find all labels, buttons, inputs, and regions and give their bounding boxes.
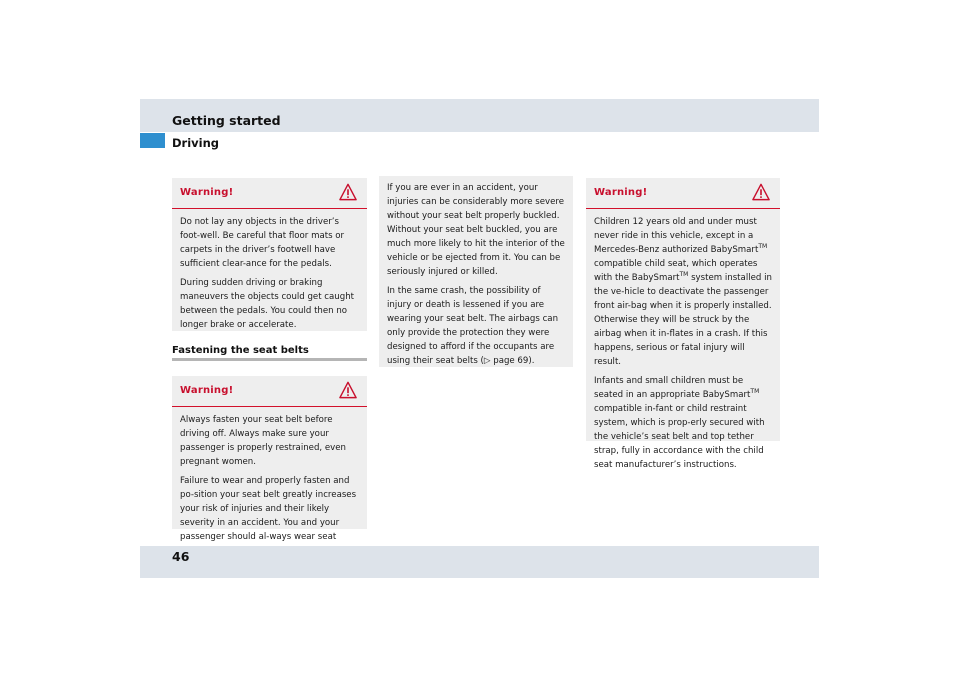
text-segment: system installed in the ve-hicle to deactivate the passenger front air-bag when it is properly installed. Otherwise they will be struck by the airbag when it in-flates in a crash. If this happens, serious or fatal injury will result.	[594, 273, 772, 367]
info-text: If you are ever in an accident, your injuries can be considerably more severe without your seat belt properly buckled. Without your seat belt buckled, you are much more likely to hit the interior of the vehicle or be ejected from it. You can be seriously injured or killed.	[387, 183, 565, 277]
footer-band	[140, 546, 819, 578]
warning-text: Always fasten your seat belt before driving off. Always make sure your passenger is properly restrained, even pregnant women.	[180, 415, 346, 467]
warning-header	[586, 178, 780, 209]
warning-label: Warning!	[180, 385, 234, 396]
warning-text	[594, 374, 772, 472]
warning-header	[172, 376, 367, 407]
page-number: 46	[172, 549, 190, 564]
warning-box-seat-belts	[172, 376, 367, 542]
warning-triangle-icon	[339, 183, 357, 201]
subheading-rule	[172, 358, 367, 361]
warning-header	[172, 178, 367, 209]
warning-body	[172, 209, 367, 340]
text-segment: compatible in-fant or child restraint system, which is prop-erly secured with the vehicle’s seat belt and top tether strap, fully in accordance with the child seat manufacturer’s instructions.	[594, 404, 765, 470]
text-segment: compatible child seat, which operates with the BabySmart	[594, 259, 758, 283]
warning-text: Failure to wear and properly fasten and po-sition your seat belt greatly increases your risk of injuries and their likely severity in an accident. You and your passenger should al-ways wear seat	[180, 476, 357, 542]
trademark-mark: TM	[750, 388, 760, 396]
warning-box-footwell	[172, 178, 367, 331]
warning-triangle-icon	[339, 381, 357, 399]
text-segment: Children 12 years old and under must never ride in this vehicle, except in a Mercedes-Benz authorized BabySmart	[594, 217, 759, 255]
info-text: In the same crash, the possibility of injury or death is lessened if you are wearing your seat belt. The airbags can only provide the protection they were designed to afford if the occupants are using their seat belts (▷ page 69).	[387, 286, 559, 366]
warning-text: During sudden driving or braking maneuvers the objects could get caught between the pedals. You could then no longer brake or accelerate.	[180, 278, 355, 330]
trademark-mark: TM	[679, 271, 689, 279]
warning-label: Warning!	[594, 187, 648, 198]
section-title: Driving	[172, 136, 220, 150]
warning-text: Do not lay any objects in the driver’s foot-well. Be careful that floor mats or carpets in the driver’s footwell have sufficient clear-ance for the pedals.	[180, 217, 345, 269]
warning-body	[172, 407, 367, 566]
chapter-title: Getting started	[172, 113, 281, 128]
text-segment: Infants and small children must be seated in an appropriate BabySmart	[594, 376, 751, 400]
subheading-fastening-seat-belts: Fastening the seat belts	[172, 345, 309, 356]
warning-label: Warning!	[180, 187, 234, 198]
info-body	[379, 176, 573, 376]
warning-triangle-icon	[752, 183, 770, 201]
warning-text	[594, 215, 772, 369]
info-box-accident	[379, 176, 573, 367]
trademark-mark: TM	[758, 243, 768, 251]
warning-box-children	[586, 178, 780, 470]
section-accent-marker	[140, 133, 165, 148]
warning-body	[586, 209, 780, 480]
